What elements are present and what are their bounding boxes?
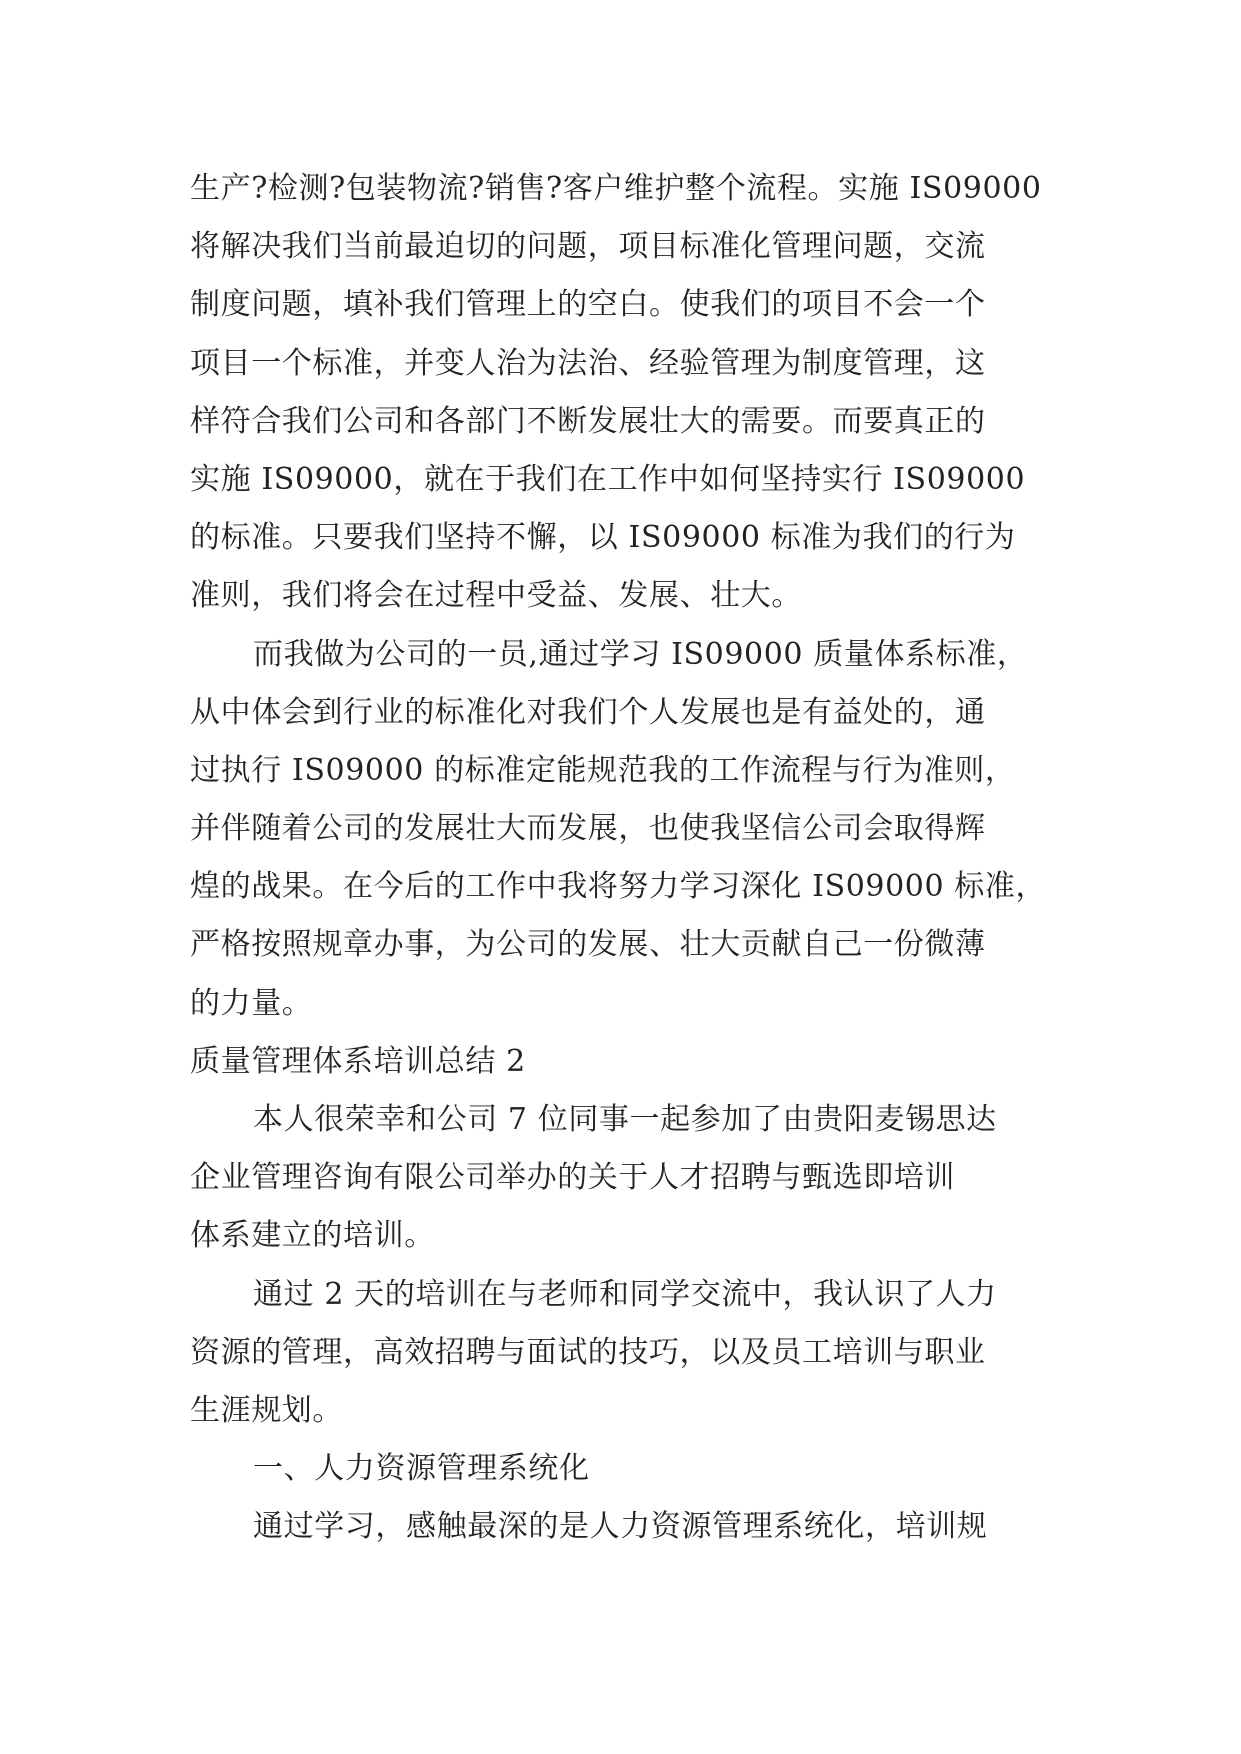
body-line: 制度问题，填补我们管理上的空白。使我们的项目不会一个 — [190, 287, 986, 323]
subheading: 一、人力资源管理系统化 — [253, 1451, 590, 1487]
body-line: 并伴随着公司的发展壮大而发展，也使我坚信公司会取得辉 — [190, 811, 986, 847]
body-line: 过执行 IS09000 的标准定能规范我的工作流程与行为准则， — [190, 752, 1016, 788]
body-line: 将解决我们当前最迫切的问题，项目标准化管理问题，交流 — [190, 229, 986, 265]
body-line: 项目一个标准，并变人治为法治、经验管理为制度管理，这 — [190, 345, 986, 381]
paragraph-start-line: 通过学习，感触最深的是人力资源管理系统化，培训规 — [253, 1509, 988, 1545]
body-line: 的标准。只要我们坚持不懈，以 IS09000 标准为我们的行为 — [190, 520, 1016, 556]
section-title: 质量管理体系培训总结 2 — [190, 1043, 526, 1079]
body-line: 样符合我们公司和各部门不断发展壮大的需要。而要真正的 — [190, 403, 986, 439]
body-line: 的力量。 — [190, 985, 313, 1021]
body-line: 企业管理咨询有限公司举办的关于人才招聘与甄选即培训 — [190, 1160, 955, 1196]
body-line: 生涯规划。 — [190, 1392, 343, 1428]
body-line: 从中体会到行业的标准化对我们个人发展也是有益处的，通 — [190, 694, 986, 730]
body-line: 资源的管理，高效招聘与面试的技巧，以及员工培训与职业 — [190, 1334, 986, 1370]
body-line: 准则，我们将会在过程中受益、发展、壮大。 — [190, 578, 802, 614]
paragraph-start-line: 通过 2 天的培训在与老师和同学交流中，我认识了人力 — [253, 1276, 997, 1312]
body-line: 生产?检测?包装物流?销售?客户维护整个流程。实施 IS09000 — [190, 171, 1042, 206]
paragraph-start-line: 本人很荣幸和公司 7 位同事一起参加了由贵阳麦锡思达 — [253, 1102, 997, 1137]
body-line: 体系建立的培训。 — [190, 1218, 435, 1254]
body-line: 严格按照规章办事，为公司的发展、壮大贡献自己一份微薄 — [190, 927, 986, 963]
body-line: 煌的战果。在今后的工作中我将努力学习深化 IS09000 标准， — [190, 869, 1047, 905]
document-body — [190, 160, 1060, 1557]
paragraph-start-line: 而我做为公司的一员,通过学习 IS09000 质量体系标准， — [253, 636, 1028, 672]
body-line: 实施 IS09000，就在于我们在工作中如何坚持实行 IS09000 — [190, 461, 1026, 497]
